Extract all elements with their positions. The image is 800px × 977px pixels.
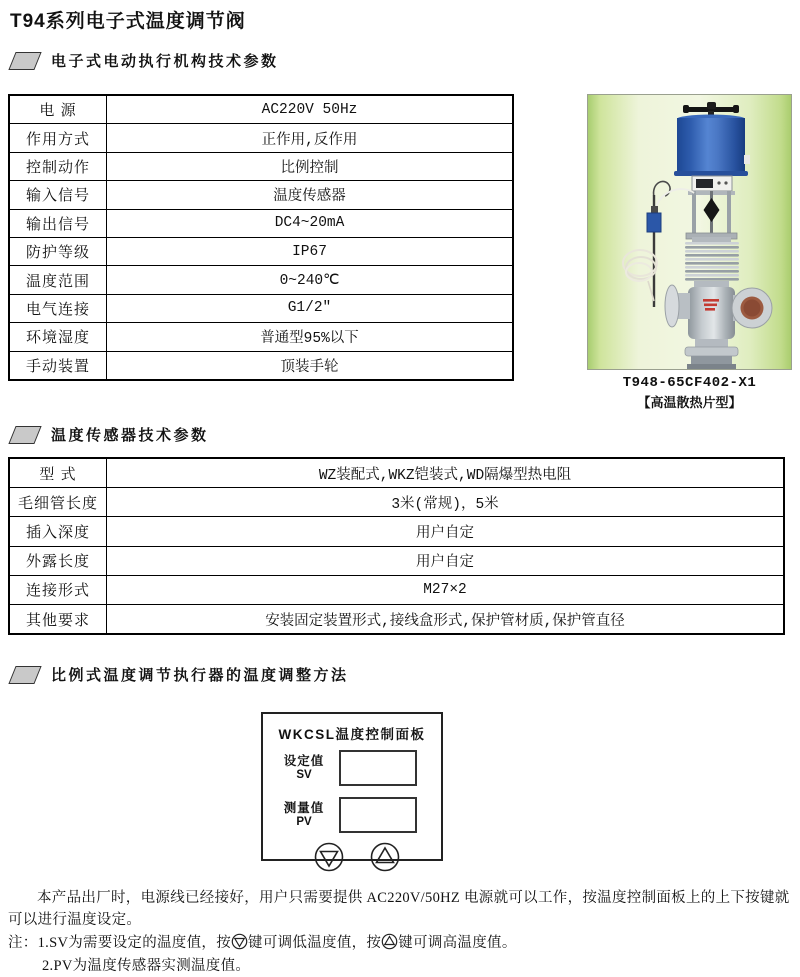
spec-label: 连接形式 [9,575,107,604]
table-row [9,237,513,265]
table-row [9,575,784,604]
sv-label-code: SV [296,768,312,781]
spec-label: 作用方式 [9,124,107,152]
spec-value: IP67 [107,237,514,265]
note-line-1 [8,932,792,954]
spec-label: 环境湿度 [9,323,107,351]
page-title: T94系列电子式温度调节阀 [10,11,246,32]
sv-display [339,750,417,786]
control-panel-diagram [261,712,443,861]
table-row [9,546,784,575]
pv-display [339,797,417,833]
table-row [9,181,513,209]
pv-label [275,802,333,828]
note1-mid: 键可调低温度值，按 [248,935,382,952]
factory-note-paragraph: 本产品出厂时，电源线已经接好，用户只需要提供 AC220V/50HZ 电源就可以工作，按温度控制面板上的上下按键就可以进行温度设定。 [8,890,790,929]
table-row [9,294,513,322]
spec-value: DC4~20mA [107,209,514,237]
section-marker-icon [8,426,41,444]
spec-value: 0~240℃ [107,266,514,294]
spec-value: WZ装配式,WKZ铠装式,WD隔爆型热电阻 [107,458,785,488]
sv-label [275,755,333,781]
spec-label: 手动装置 [9,351,107,380]
table-row [9,517,784,546]
spec-label: 防护等级 [9,237,107,265]
spec-value: 正作用,反作用 [107,124,514,152]
spec-value: G1/2″ [107,294,514,322]
spec-label: 型 式 [9,458,107,488]
spec-label: 电气连接 [9,294,107,322]
spec-value: 普通型95%以下 [107,323,514,351]
actuator-section-body [8,94,792,411]
spec-label: 输出信号 [9,209,107,237]
section-heading-adjust-method [12,664,792,685]
product-photo-block [587,94,792,411]
spec-value: 用户自定 [107,517,785,546]
sensor-spec-table [8,457,785,635]
spec-label: 电 源 [9,95,107,124]
panel-buttons [263,841,441,873]
sv-row [275,750,441,786]
note1-prefix: 注：1.SV为需要设定的温度值，按 [8,935,232,952]
pv-label-cn: 测量值 [283,800,325,815]
actuator-spec-table [8,94,514,381]
table-row [9,323,513,351]
valve-photo [587,94,792,370]
table-row [9,152,513,180]
spec-label: 温度范围 [9,266,107,294]
document-page [0,6,800,977]
note-line-2: 2.PV为温度传感器实测温度值。 [42,958,251,975]
spec-value: M27×2 [107,575,785,604]
pv-label-code: PV [296,815,312,828]
photo-caption-model: T948-65CF402-X1 [622,375,757,391]
spec-value: 比例控制 [107,152,514,180]
table-row [9,209,513,237]
spec-value: 3米(常规)，5米 [107,488,785,517]
section-heading-text: 电子式电动执行机构技术参数 [51,53,279,70]
spec-label: 毛细管长度 [9,488,107,517]
section-heading-text: 比例式温度调节执行器的温度调整方法 [51,667,349,685]
decrease-button-icon [313,841,345,873]
spec-value: 顶装手轮 [107,351,514,380]
spec-value: 安装固定装置形式,接线盒形式,保护管材质,保护管直径 [107,604,785,634]
photo-caption-type: 【高温散热片型】 [637,395,742,410]
table-row [9,458,784,488]
spec-label: 插入深度 [9,517,107,546]
pv-row [275,797,441,833]
section-heading-text: 温度传感器技术参数 [51,427,209,444]
table-row [9,95,513,124]
spec-label: 控制动作 [9,152,107,180]
table-row [9,488,784,517]
table-row [9,604,784,634]
increase-button-icon [369,841,401,873]
spec-label: 其他要求 [9,604,107,634]
section-heading-actuator-params [12,50,792,71]
sv-label-cn: 设定值 [283,753,325,768]
decrease-button-inline-icon [231,933,248,950]
panel-title: WKCSL温度控制面板 [278,727,426,743]
valve-illustration [588,95,791,369]
spec-value: AC220V 50Hz [107,95,514,124]
section-marker-icon [8,52,41,70]
increase-button-inline-icon [381,933,398,950]
table-row [9,266,513,294]
section-heading-sensor-params [12,424,792,445]
spec-value: 用户自定 [107,546,785,575]
spec-label: 外露长度 [9,546,107,575]
table-row [9,124,513,152]
spec-value: 温度传感器 [107,181,514,209]
table-row [9,351,513,380]
section-marker-icon [8,666,41,684]
note1-suffix: 键可调高温度值。 [398,935,517,952]
spec-label: 输入信号 [9,181,107,209]
